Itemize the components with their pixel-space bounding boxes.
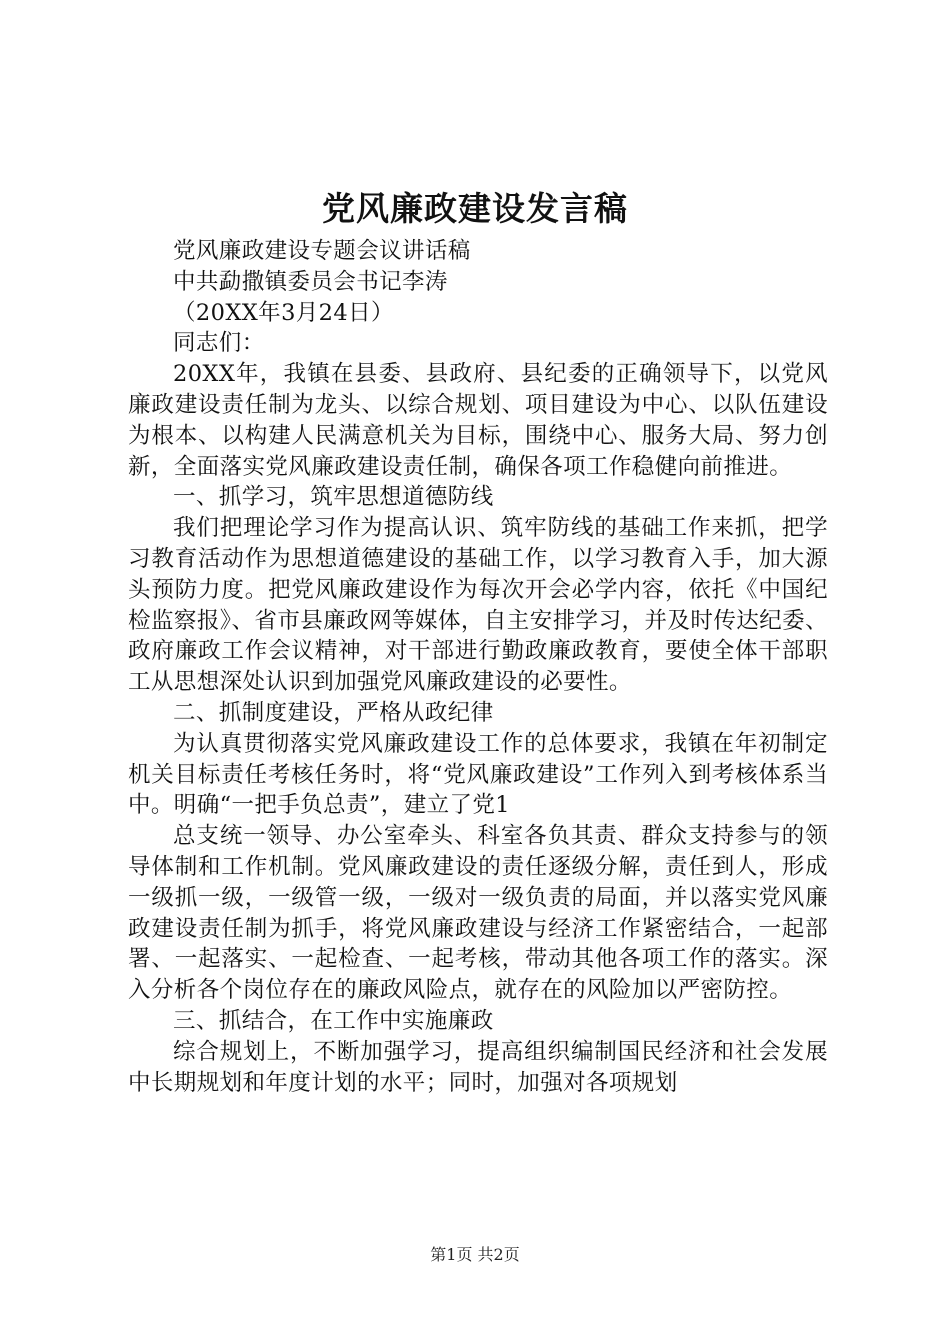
paragraph: 总支统一领导、办公室牵头、科室各负其责、群众支持参与的领导体制和工作机制。党风廉政建设的责任逐级分解，责任到人，形成一级抓一级，一级管一级，一级对一级负责的局面，并以落实党风廉政建设责任制为抓手，将党风廉政建设与经济工作紧密结合，一起部署、一起落实、一起检查、一起考核，带动其他各项工作的落实。深入分析各个岗位存在的廉政风险点，就存在的风险加以严密防控。 (128, 823, 828, 1004)
paragraph: 综合规划上，不断加强学习，提高组织编制国民经济和社会发展中长期规划和年度计划的水平；同时，加强对各项规划 (128, 1038, 828, 1096)
section-heading: 一、抓学习，筑牢思想道德防线 (173, 484, 494, 511)
page-number: 第1页 共2页 (430, 1245, 520, 1264)
salutation: 同志们： (173, 330, 265, 357)
section-heading: 二、抓制度建设，严格从政纪律 (173, 699, 494, 726)
document-title: 党风廉政建设发言稿 (322, 189, 628, 228)
section-heading: 三、抓结合，在工作中实施廉政 (173, 1007, 494, 1034)
paragraph: 20XX年，我镇在县委、县政府、县纪委的正确领导下，以党风廉政建设责任制为龙头、以综合规划、项目建设为中心、以队伍建设为根本、以构建人民满意机关为目标，围绕中心、服务大局、努力创新，全面落实党风廉政建设责任制，确保各项工作稳健向前推进。 (128, 361, 828, 480)
document-body (128, 236, 828, 1098)
paragraph: 为认真贯彻落实党风廉政建设工作的总体要求，我镇在年初制定机关目标责任考核任务时，将“党风廉政建设”工作列入到考核体系当中。明确“一把手负总责”，建立了党1 (128, 730, 828, 819)
speaker-line: 中共勐撒镇委员会书记李涛 (173, 268, 448, 295)
speech-heading: 党风廉政建设专题会议讲话稿 (173, 238, 471, 264)
paragraph: 我们把理论学习作为提高认识、筑牢防线的基础工作来抓，把学习教育活动作为思想道德建设的基础工作，以学习教育入手，加大源头预防力度。把党风廉政建设作为每次开会必学内容，依托《中国纪检监察报》、省市县廉政网等媒体，自主安排学习，并及时传达纪委、政府廉政工作会议精神，对干部进行勤政廉政教育，要使全体干部职工从思想深处认识到加强党风廉政建设的必要性。 (128, 515, 828, 696)
date-line: （20XX年3月24日） (173, 299, 394, 326)
